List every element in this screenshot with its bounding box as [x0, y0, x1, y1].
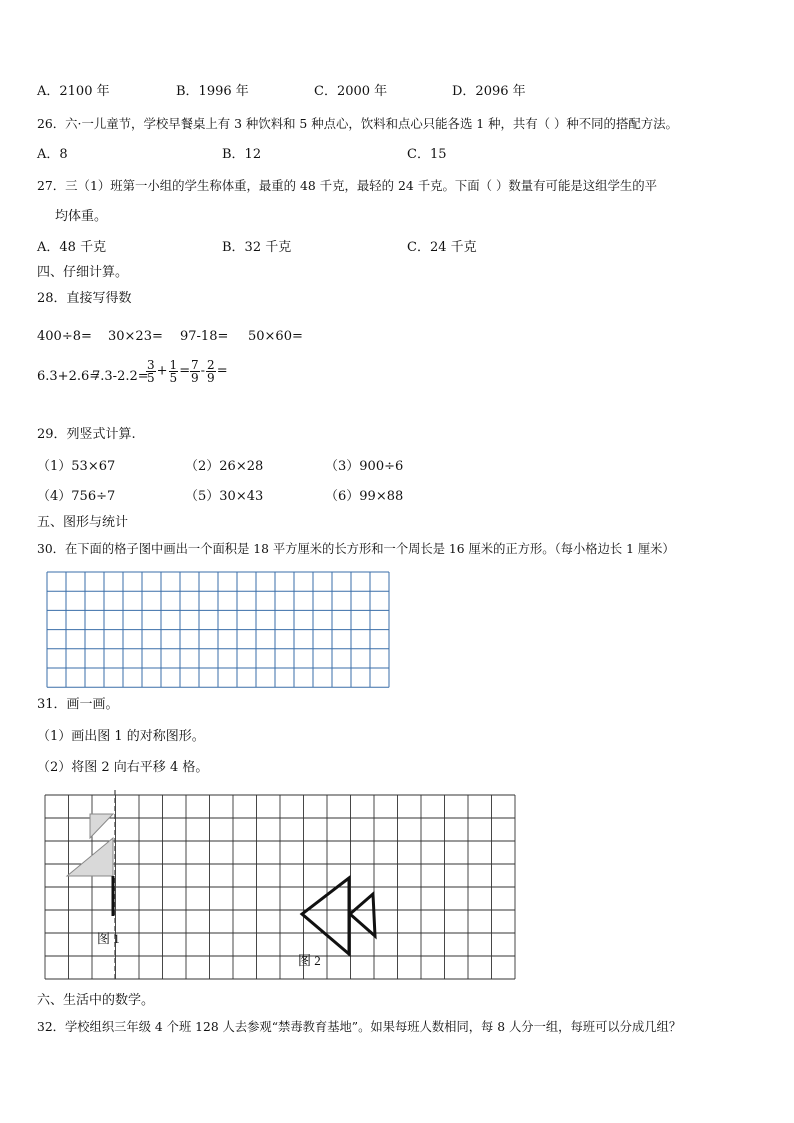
q27-text-line1: 27．三（1）班第一小组的学生称体重，最重的 48 千克，最轻的 24 千克。下面（ ）数量有可能是这组学生的平: [37, 178, 658, 193]
q26-option-a: A．8: [37, 147, 68, 162]
q29-title: 29．列竖式计算.: [37, 427, 136, 442]
q29-item-3: （3）900÷6: [325, 459, 404, 474]
q29-item-4: （4）756÷7: [37, 489, 116, 504]
fig1-label: 图 1: [97, 931, 120, 946]
q27-option-c: C．24 千克: [407, 240, 477, 255]
q27-option-b: B．32 千克: [222, 240, 292, 255]
fraction: $\frac{7}{9}$: [191, 358, 199, 385]
q31-square-grid: [44, 790, 518, 980]
q25-option-a: A．2100 年: [37, 84, 110, 99]
q31-item-2: （2）将图 2 向右平移 4 格。: [37, 760, 209, 775]
q28-item-3: 97-18=: [180, 329, 229, 344]
fig2-small-triangle: [350, 894, 375, 936]
fraction: $\frac{1}{5}$: [169, 358, 178, 385]
fraction: $\frac{3}{5}$: [147, 358, 155, 385]
q27-option-a: A．48 千克: [37, 240, 107, 255]
q29-item-2: （2）26×28: [185, 459, 264, 474]
q26-option-b: B．12: [222, 147, 262, 162]
q28-item-5: 6.3+2.6=: [37, 369, 101, 384]
fig1-small-triangle: [90, 814, 113, 838]
q28-fraction-expr-1: $\frac{3}{5}$ + $\frac{1}{5}$ =: [147, 358, 191, 385]
fraction: $\frac{2}{9}$: [207, 358, 215, 385]
q31-item-1: （1）画出图 1 的对称图形。: [37, 729, 205, 744]
q27-text-line2: 均体重。: [55, 209, 108, 224]
q26-text: 26．六·一儿童节，学校早餐桌上有 3 种饮料和 5 种点心，饮料和点心只能各选 1 种，共有（ ）种不同的搭配方法。: [37, 116, 678, 131]
q25-option-b: B．1996 年: [176, 84, 249, 99]
q30-text: 30．在下面的格子图中画出一个面积是 18 平方厘米的长方形和一个周长是 16 厘米的正方形。（每小格边长 1 厘米）: [37, 542, 675, 556]
fig2-large-triangle: [302, 878, 349, 954]
q28-item-1: 400÷8=: [37, 329, 92, 344]
section-4-heading: 四、仔细计算。: [37, 265, 129, 280]
q29-item-6: （6）99×88: [325, 489, 404, 504]
fig1-large-triangle: [67, 838, 113, 876]
q26-option-c: C．15: [407, 147, 447, 162]
q31-title: 31．画一画。: [37, 697, 119, 712]
q29-item-1: （1）53×67: [37, 459, 116, 474]
q28-fraction-expr-2: $\frac{7}{9}$ - $\frac{2}{9}$ =: [191, 358, 228, 385]
q25-option-c: C．2000 年: [314, 84, 388, 99]
q30-square-grid: [46, 571, 390, 689]
q28-item-4: 50×60=: [248, 329, 303, 344]
q28-item-6: 7.3-2.2=: [92, 369, 149, 384]
fig2-label: 图 2: [298, 953, 321, 968]
section-6-heading: 六、生活中的数学。: [37, 993, 155, 1008]
section-5-heading: 五、图形与统计: [37, 515, 129, 530]
q29-item-5: （5）30×43: [185, 489, 264, 504]
q32-text: 32．学校组织三年级 4 个班 128 人去参观“禁毒教育基地”。如果每班人数相同，每 8 人分一组，每班可以分成几组？: [37, 1020, 682, 1034]
q28-title: 28．直接写得数: [37, 291, 132, 306]
q28-item-2: 30×23=: [108, 329, 163, 344]
q25-option-d: D．2096 年: [452, 84, 526, 99]
